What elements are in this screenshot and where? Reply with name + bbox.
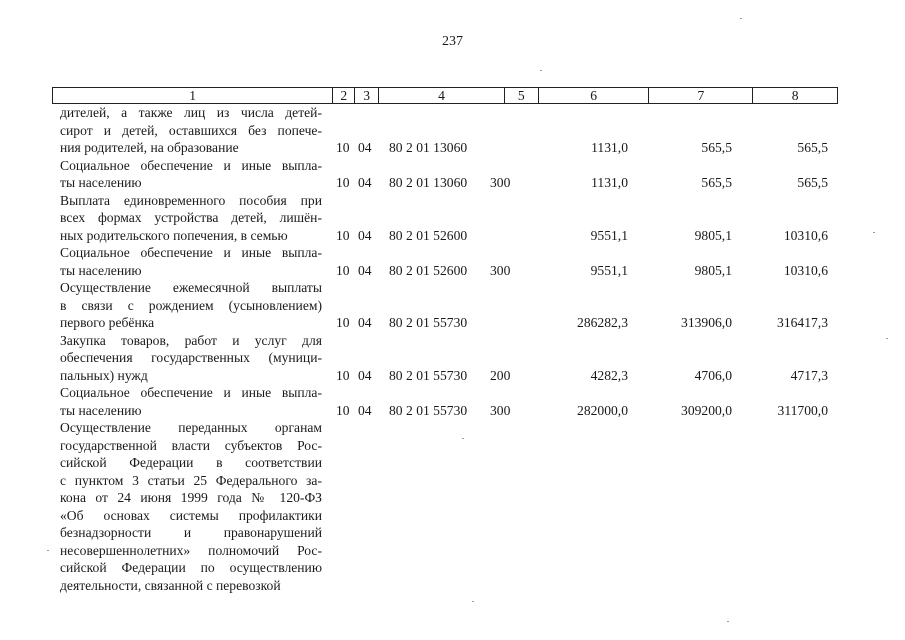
row-target-code: 80 2 01 55730: [389, 402, 468, 418]
table-header: [52, 87, 838, 104]
header-col-6: 6: [539, 88, 650, 103]
row-value-col8: 316417,3: [777, 315, 828, 330]
row-description: [60, 384, 322, 419]
row-subsection: 04: [358, 262, 372, 278]
header-col-8: 8: [791, 88, 799, 103]
row-target-code: 80 2 01 13060: [389, 175, 468, 190]
row-section: 10: [336, 315, 350, 330]
row-description: [60, 279, 322, 332]
description-line: ты населению: [60, 175, 142, 190]
row-value-col8: 565,5: [797, 140, 828, 155]
description-line: ных родительского попечения, в семью: [60, 227, 288, 243]
row-target-code: 80 2 01 55730: [389, 367, 468, 383]
row-value-col7: 9805,1: [694, 227, 732, 243]
description-line: сийской Федерации в соответствии: [60, 455, 322, 470]
description-line: с пунктом 3 статьи 25 Федерального за-: [60, 472, 322, 488]
header-col-4: 4: [379, 88, 505, 103]
header-col-3: 3: [355, 88, 379, 103]
header-col-1: 1: [53, 88, 333, 103]
row-value-col7: 565,5: [701, 175, 732, 190]
description-line: ния родителей, на образование: [60, 140, 239, 155]
row-subsection: 04: [358, 315, 372, 330]
header-col-2: 2: [333, 88, 355, 103]
row-value-col6: 282000,0: [577, 402, 628, 418]
description-line: «Об основах системы профилактики: [60, 507, 322, 523]
table-row: [60, 192, 838, 245]
row-subsection: 04: [358, 367, 372, 383]
description-line: Социальное обеспечение и иные выпла-: [60, 245, 322, 260]
scan-speck: [873, 232, 875, 233]
row-value-col6: 9551,1: [590, 262, 628, 278]
row-value-col6: 4282,3: [590, 367, 628, 383]
scan-speck: [47, 550, 49, 551]
table-row: [60, 332, 838, 385]
row-subsection: 04: [358, 140, 372, 155]
row-expense-type: 300: [490, 175, 511, 190]
row-subsection: 04: [358, 227, 372, 243]
description-line: безнадзорности и правонарушений: [60, 525, 322, 540]
row-section: 10: [336, 367, 350, 383]
scan-speck: [886, 338, 888, 339]
scan-speck: [540, 70, 542, 71]
row-section: 10: [336, 140, 350, 155]
row-value-col7: 313906,0: [681, 315, 732, 330]
row-subsection: 04: [358, 402, 372, 418]
row-value-col8: 10310,6: [783, 262, 828, 278]
table-row: [60, 157, 838, 192]
row-section: 10: [336, 227, 350, 243]
description-line: обеспечения государственных (муници-: [60, 350, 322, 365]
scan-speck: [727, 621, 729, 622]
table-row: [60, 279, 838, 332]
row-target-code: 80 2 01 52600: [389, 262, 468, 278]
row-value-col8: 565,5: [797, 175, 828, 190]
description-line: сийской Федерации по осуществлению: [60, 560, 322, 575]
row-value-col7: 565,5: [701, 140, 732, 155]
table-body: [60, 104, 838, 594]
row-expense-type: 200: [490, 367, 511, 383]
row-expense-type: 300: [490, 262, 511, 278]
row-description: [60, 332, 322, 385]
row-section: 10: [336, 262, 350, 278]
scan-speck: [472, 601, 474, 602]
row-value-col8: 4717,3: [790, 367, 828, 383]
scan-speck: [740, 18, 742, 19]
row-target-code: 80 2 01 52600: [389, 227, 468, 243]
row-value-col8: 10310,6: [783, 227, 828, 243]
row-description: [60, 244, 322, 279]
description-line: кона от 24 июня 1999 года № 120-ФЗ: [60, 490, 322, 505]
description-line: в связи с рождением (усыновлением): [60, 297, 322, 313]
row-value-col7: 4706,0: [694, 367, 732, 383]
description-line: пальных) нужд: [60, 367, 148, 383]
description-line: государственной власти субъектов Рос-: [60, 437, 322, 453]
row-value-col7: 309200,0: [681, 402, 732, 418]
description-line: всех формах устройства детей, лишён-: [60, 210, 322, 225]
row-section: 10: [336, 402, 350, 418]
header-col-7: 7: [649, 88, 753, 103]
description-line: дителей, а также лиц из числа детей-: [60, 105, 322, 120]
description-line: сирот и детей, оставшихся без попече-: [60, 122, 322, 138]
header-col-5: 5: [505, 88, 539, 103]
description-line: Осуществление переданных органам: [60, 420, 322, 435]
row-target-code: 80 2 01 55730: [389, 315, 468, 330]
table-row: [60, 104, 838, 157]
description-line: Осуществление ежемесячной выплаты: [60, 280, 322, 295]
description-line: Выплата единовременного пособия при: [60, 192, 322, 208]
row-value-col6: 286282,3: [577, 315, 628, 330]
row-value-col7: 9805,1: [694, 262, 732, 278]
description-line: Закупка товаров, работ и услуг для: [60, 332, 322, 348]
description-line: ты населению: [60, 262, 142, 278]
row-value-col8: 311700,0: [777, 402, 828, 418]
row-value-col6: 1131,0: [591, 140, 628, 155]
row-description: [60, 419, 322, 594]
row-value-col6: 9551,1: [590, 227, 628, 243]
table-row: [60, 244, 838, 279]
row-value-col6: 1131,0: [591, 175, 628, 190]
description-line: первого ребёнка: [60, 315, 155, 330]
description-line: ты населению: [60, 402, 142, 418]
row-description: [60, 157, 322, 192]
table-row: [60, 419, 838, 594]
row-expense-type: 300: [490, 402, 511, 418]
row-description: [60, 104, 322, 157]
table-row: [60, 384, 838, 419]
row-subsection: 04: [358, 175, 372, 190]
page-number: 237: [442, 34, 463, 49]
description-line: Социальное обеспечение и иные выпла-: [60, 385, 322, 400]
row-target-code: 80 2 01 13060: [389, 140, 468, 155]
description-line: Социальное обеспечение и иные выпла-: [60, 157, 322, 173]
scan-speck: [462, 438, 464, 439]
row-description: [60, 192, 322, 245]
row-section: 10: [336, 175, 350, 190]
description-line: несовершеннолетних» полномочий Рос-: [60, 542, 322, 558]
description-line: деятельности, связанной с перевозкой: [60, 577, 281, 593]
